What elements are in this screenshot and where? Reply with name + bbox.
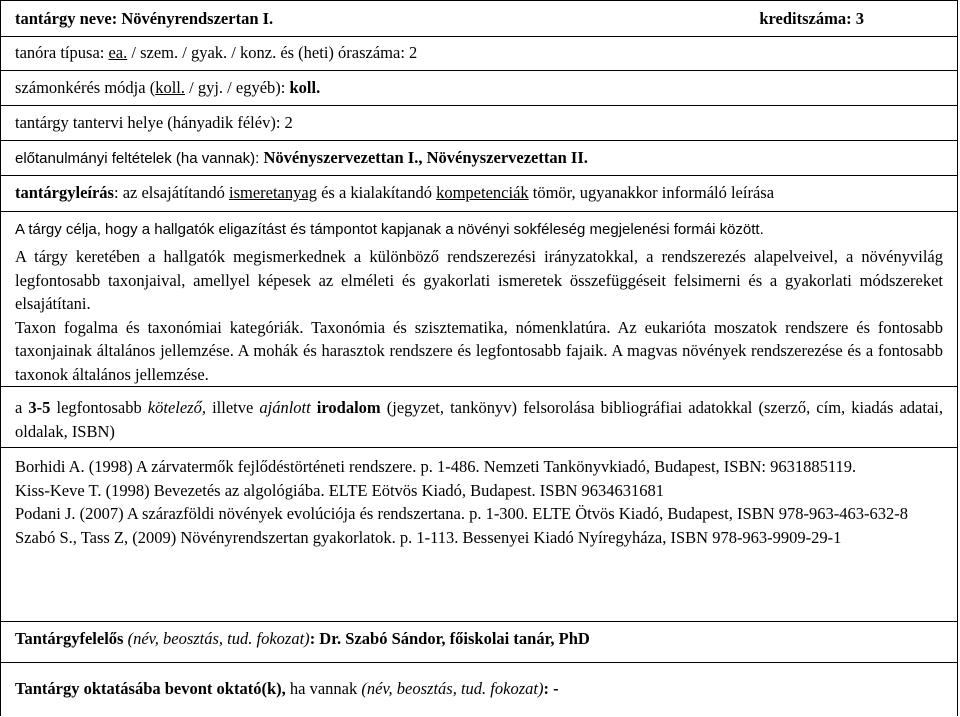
class-type-label: tanóra típusa:	[15, 43, 109, 62]
instructors-label: Tantárgy oktatásába bevont oktató(k),	[15, 679, 286, 698]
description-header-text: tömör, ugyanakkor informáló leírása	[528, 183, 775, 202]
instructors-row	[1, 677, 957, 700]
responsible-label: Tantárgyfelelős	[15, 629, 124, 648]
divider	[1, 211, 957, 212]
exam-value: koll.	[289, 78, 321, 97]
divider	[1, 70, 957, 71]
description-header-text: és a kialakítandó	[316, 183, 437, 202]
exam-label: számonkérés módja (	[15, 78, 156, 97]
credit-label: kreditszáma: 3	[759, 9, 864, 28]
responsible-value: : Dr. Szabó Sándor, főiskolai tanár, PhD	[309, 629, 590, 648]
literature-term: irodalom	[316, 398, 381, 417]
responsible-hint: (név, beosztás, tud. fokozat)	[123, 629, 310, 648]
literature-item: Szabó S., Tass Z, (2009) Növényrendszertan gyakorlatok. p. 1-113. Bessenyei Kiadó Nyíregyháza, ISBN 978-963-9909-29-1	[15, 527, 842, 547]
literature-item: Podani J. (2007) A szárazföldi növények evolúciója és rendszertana. p. 1-300. ELTE Ötvös Kiadó, Budapest, ISBN 978-963-463-632-8	[15, 504, 908, 523]
literature-item: Kiss-Keve T. (1998) Bevezetés az algológiába. ELTE Eötvös Kiadó, Budapest. ISBN 9634631681	[15, 480, 665, 500]
literature-list	[1, 455, 957, 549]
divider	[1, 386, 957, 387]
prereq-label: előtanulmányi feltételek (ha vannak):	[15, 150, 264, 167]
divider	[1, 662, 957, 663]
subject-name: Növényrendszertan I.	[121, 9, 274, 28]
literature-item: Borhidi A. (1998) A zárvatermők fejlődéstörténeti rendszere. p. 1-486. Nemzeti Tankönyvkiadó, Budapest, ISBN: 9631885119.	[15, 457, 857, 476]
literature-count: 3-5	[28, 398, 51, 417]
instructors-hint: (név, beosztás, tud. fokozat)	[361, 679, 544, 698]
competence-term: kompetenciák	[436, 183, 529, 202]
recommended-term: ajánlott	[259, 398, 311, 417]
course-content-paragraph: A tárgy keretében a hallgatók megismerkednek a különböző rendszerezési irányzatokkal, a rendszerezés alapelveivel, a növényvilág legfontosabb taxonjaival, amellyel képesek az elméleti és gyakorlati ismeretek összefüggéseit felsimerni és a gyakorlati módszereket elsajátítani.	[15, 247, 943, 313]
divider	[1, 36, 957, 37]
class-type-ea: ea.	[108, 43, 128, 62]
prereq-row	[1, 146, 957, 170]
prereq-value: Növényszervezettan I., Növényszervezettan II.	[263, 148, 588, 167]
mandatory-term: kötelező,	[147, 398, 206, 417]
class-type-rest: / szem. / gyak. / konz. és (heti) óraszáma: 2	[127, 43, 418, 62]
responsible-row	[1, 627, 957, 650]
divider	[1, 140, 957, 141]
literature-header-text: legfontosabb	[50, 398, 148, 417]
description-body	[1, 218, 957, 386]
divider	[1, 105, 957, 106]
divider	[1, 447, 957, 448]
description-title: tantárgyleírás	[15, 183, 114, 202]
description-header	[1, 181, 957, 204]
exam-row	[1, 76, 957, 99]
semester-row	[1, 111, 957, 134]
exam-rest: / gyj. / egyéb):	[185, 78, 290, 97]
description-header-text: : az elsajátítandó	[113, 183, 229, 202]
instructors-text: ha vannak	[285, 679, 362, 698]
course-topics-paragraph: Taxon fogalma és taxonómiai kategóriák. Taxonómia és szisztematika, nómenklatúra. Az eukarióta moszatok rendszere és fontosabb taxonjainak általános jellemzése. A mohák és harasztok rendszere és legfontosabb fajaik. A magvas növények rendszerezése és a fontosabb taxonok általános jellemzése.	[15, 317, 943, 384]
literature-header-text: a	[15, 398, 29, 417]
subject-row	[1, 7, 957, 30]
divider	[1, 175, 957, 176]
course-aim: A tárgy célja, hogy a hallgatók eligazítást és támpontot kapjanak a növényi sokféleség megjelenési formái között.	[15, 221, 764, 238]
instructors-value: : -	[543, 679, 559, 698]
literature-header-text: illetve	[205, 398, 260, 417]
subject-label: tantárgy neve:	[15, 9, 122, 28]
exam-koll: koll.	[155, 78, 185, 97]
literature-header	[1, 396, 957, 443]
literature-header-text: (jegyzet, tankönyv) felsorolása bibliográfiai adatokkal (szerző, cím, kiadás adatai, oldalak, ISBN)	[15, 398, 943, 441]
knowledge-term: ismeretanyag	[228, 183, 317, 202]
divider	[1, 621, 957, 622]
semester-label: tantárgy tantervi helye (hányadik félév): 2	[15, 113, 293, 132]
class-type-row	[1, 41, 957, 64]
